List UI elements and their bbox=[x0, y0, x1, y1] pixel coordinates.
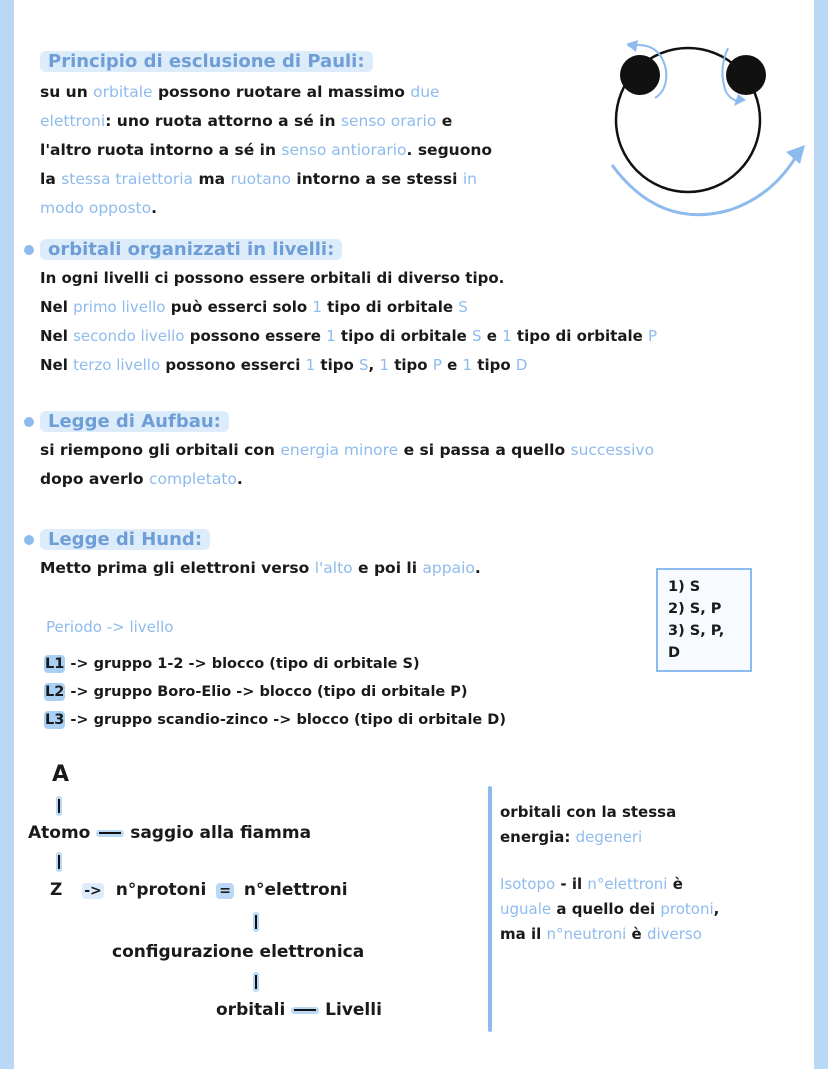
connector-atomo-z bbox=[56, 852, 62, 876]
config-label: configurazione elettronica bbox=[112, 942, 365, 962]
pauli-text: su un orbitale possono ruotare al massimo due elettroni: uno ruota attorno a sé in senso orario e l'altro ruota intorno a sé in senso antiorario. seguono la stessa traiettoria ma ruotano intorno a se stessi in modo opposto. bbox=[40, 83, 493, 217]
orbital-levels-box: 1) S 2) S, P 3) S, P, D bbox=[656, 568, 752, 672]
hund-text: Metto prima gli elettroni verso l'alto e poi li appaio. bbox=[40, 559, 481, 577]
bullet-icon bbox=[24, 417, 34, 427]
periodo-row: L2 -> gruppo Boro-Elio -> blocco (tipo di orbitale P) bbox=[45, 684, 468, 700]
periodo-row: L3 -> gruppo scandio-zinco -> blocco (tipo di orbitale D) bbox=[45, 712, 506, 728]
trajectory-arrow-path bbox=[612, 150, 800, 215]
left-margin-strip bbox=[0, 0, 14, 1069]
pauli-title: Principio di esclusione di Pauli: bbox=[40, 48, 620, 76]
pauli-section bbox=[40, 48, 620, 223]
hund-title: Legge di Hund: bbox=[24, 526, 654, 554]
atomo-row: Atomo saggio alla fiamma bbox=[28, 823, 312, 843]
orbitali-row: orbitali Livelli bbox=[216, 1000, 382, 1020]
livelli-title: orbitali organizzati in livelli: bbox=[24, 236, 814, 264]
bullet-icon bbox=[24, 245, 34, 255]
livelli-section bbox=[24, 236, 814, 380]
connector-dash bbox=[291, 1007, 319, 1014]
electron-left bbox=[620, 55, 660, 95]
side-divider bbox=[488, 786, 492, 1032]
side-notes: orbitali con la stessa energia: degeneri Isotopo - il n°elettroni è uguale a quello dei protoni, ma il n°neutroni è diverso bbox=[500, 803, 720, 943]
right-margin-strip bbox=[814, 0, 828, 1069]
bullet-icon bbox=[24, 535, 34, 545]
periodo-label: Periodo -> livello bbox=[46, 618, 174, 636]
livelli-text: In ogni livelli ci possono essere orbitali di diverso tipo. Nel primo livello può esserci solo 1 tipo di orbitale S Nel secondo livello possono essere 1 tipo di orbitale S e 1 tipo di orbitale P Nel terzo livello possono esserci 1 tipo S, 1 tipo P e 1 tipo D bbox=[40, 269, 658, 374]
hund-section bbox=[24, 526, 654, 583]
trajectory-arrow-head bbox=[786, 145, 805, 164]
connector-config-orbitali bbox=[253, 972, 259, 996]
electron-right bbox=[726, 55, 766, 95]
periodo-rows bbox=[44, 650, 506, 734]
connector-dash bbox=[96, 830, 124, 837]
connector-protoni-config bbox=[253, 912, 259, 936]
aufbau-text: si riempono gli orbitali con energia minore e si passa a quello successivo dopo averlo completato. bbox=[40, 441, 655, 488]
label-a: A bbox=[52, 762, 70, 787]
aufbau-title: Legge di Aufbau: bbox=[24, 408, 814, 436]
orbital-spin-diagram bbox=[600, 30, 810, 220]
aufbau-section bbox=[24, 408, 814, 494]
periodo-row: L1 -> gruppo 1-2 -> blocco (tipo di orbitale S) bbox=[45, 656, 420, 672]
connector-a-atomo bbox=[56, 796, 62, 820]
z-row: Z -> n°protoni = n°elettroni bbox=[50, 880, 348, 900]
